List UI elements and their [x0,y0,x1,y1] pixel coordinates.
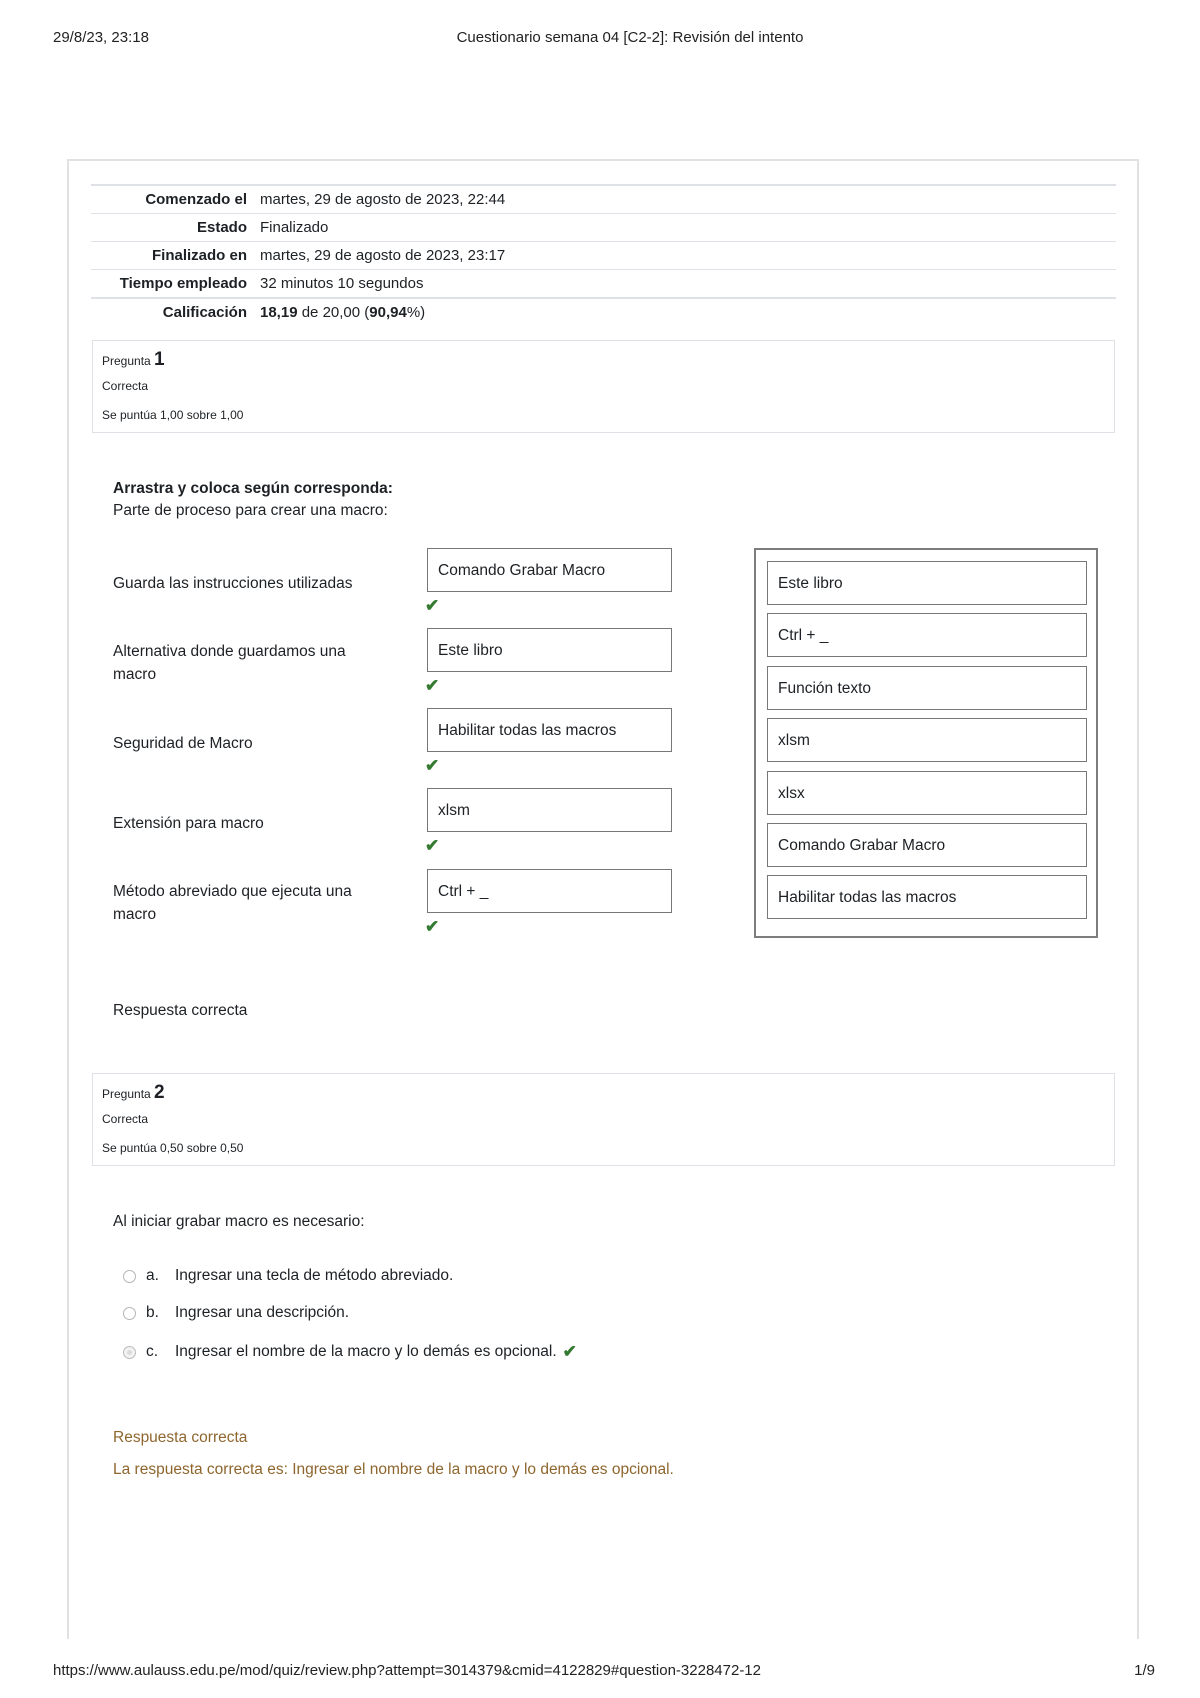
question-number-value: 1 [154,349,165,370]
answer-option-a[interactable] [123,1267,453,1285]
option-letter: a. [146,1267,159,1284]
check-icon: ✔ [425,917,440,936]
question-state: Correcta [102,1112,149,1126]
question-prefix: Pregunta [102,1087,155,1101]
summary-value: 32 minutos 10 segundos [260,275,424,292]
drop-zone[interactable]: Ctrl + _ [427,869,672,913]
drop-zone[interactable]: Habilitar todas las macros [427,708,672,752]
summary-label: Tiempo empleado [119,275,247,292]
radio-button[interactable] [123,1307,136,1320]
summary-row-state [91,213,1116,241]
summary-label: Estado [196,219,247,236]
dd-row-label: Seguridad de Macro [113,735,253,752]
radio-button[interactable] [123,1270,136,1283]
question-2-prompt: Al iniciar grabar macro es necesario: [113,1213,365,1230]
drag-choice[interactable]: Comando Grabar Macro [767,823,1087,867]
check-icon: ✔ [425,676,440,695]
question-number [102,1082,165,1104]
answer-option-b[interactable] [123,1304,349,1322]
radio-button-selected[interactable] [123,1346,136,1359]
dd-row-label: Alternativa donde guardamos una macro [113,643,346,683]
question-2-info [92,1073,1115,1166]
dd-row-label: Método abreviado que ejecuta una macro [113,883,352,923]
print-page-number: 1/9 [1134,1662,1155,1679]
summary-value: martes, 29 de agosto de 2023, 22:44 [260,191,506,208]
question-grade: Se puntúa 1,00 sobre 1,00 [102,408,244,422]
grade-score: 18,19 [260,304,298,321]
question-number [102,349,165,371]
question-1-info [92,340,1115,433]
summary-value [260,304,425,321]
summary-value: martes, 29 de agosto de 2023, 23:17 [260,247,506,264]
summary-label: Finalizado en [151,247,247,264]
question-2-feedback-text: La respuesta correcta es: Ingresar el nombre de la macro y lo demás es opcional. [113,1461,674,1478]
drag-choice[interactable]: Este libro [767,561,1087,605]
grade-end: %) [406,304,426,321]
check-icon: ✔ [425,756,440,775]
drag-choice[interactable]: xlsm [767,718,1087,762]
print-title: Cuestionario semana 04 [C2-2]: Revisión del intento [456,29,804,46]
option-letter: c. [146,1343,159,1360]
dd-row-label: Extensión para macro [113,815,264,832]
drag-choices-panel [754,548,1098,938]
question-1-prompt: Parte de proceso para crear una macro: [113,502,388,519]
print-date: 29/8/23, 23:18 [53,29,149,46]
question-grade: Se puntúa 0,50 sobre 0,50 [102,1141,244,1155]
question-state: Correcta [102,379,149,393]
drag-choice[interactable]: Habilitar todas las macros [767,875,1087,919]
option-text: Ingresar una descripción. [175,1304,350,1321]
question-prefix: Pregunta [102,354,155,368]
drag-choice[interactable]: xlsx [767,771,1087,815]
answer-option-c[interactable] [123,1342,577,1362]
summary-row-time [91,269,1116,297]
option-text: Ingresar el nombre de la macro y lo demás es opcional. [175,1343,557,1360]
check-icon: ✔ [425,836,440,855]
question-2-feedback-title: Respuesta correcta [113,1429,248,1446]
check-icon: ✔ [425,596,440,615]
grade-percent: 90,94 [369,304,407,321]
grade-mid: de 20,00 ( [297,304,370,321]
print-url: https://www.aulauss.edu.pe/mod/quiz/review.php?attempt=3014379&cmid=4122829#question-3228472-12 [53,1662,761,1679]
option-letter: b. [146,1304,159,1321]
attempt-summary [91,184,1116,326]
summary-row-finished [91,241,1116,269]
drop-zone[interactable]: xlsm [427,788,672,832]
summary-label: Calificación [162,304,247,321]
drag-choice[interactable]: Función texto [767,666,1087,710]
drag-choice[interactable]: Ctrl + _ [767,613,1087,657]
question-1-feedback: Respuesta correcta [113,1002,248,1019]
option-text: Ingresar una tecla de método abreviado. [175,1267,454,1284]
drop-zone[interactable]: Comando Grabar Macro [427,548,672,592]
summary-row-grade [91,297,1116,326]
summary-value: Finalizado [260,219,329,236]
dd-row-label: Guarda las instrucciones utilizadas [113,575,353,592]
check-icon: ✔ [562,1342,577,1361]
drop-zone[interactable]: Este libro [427,628,672,672]
summary-label: Comenzado el [145,191,247,208]
summary-row-started [91,184,1116,213]
question-1-instruction: Arrastra y coloca según corresponda: [113,480,393,497]
question-number-value: 2 [154,1082,165,1103]
